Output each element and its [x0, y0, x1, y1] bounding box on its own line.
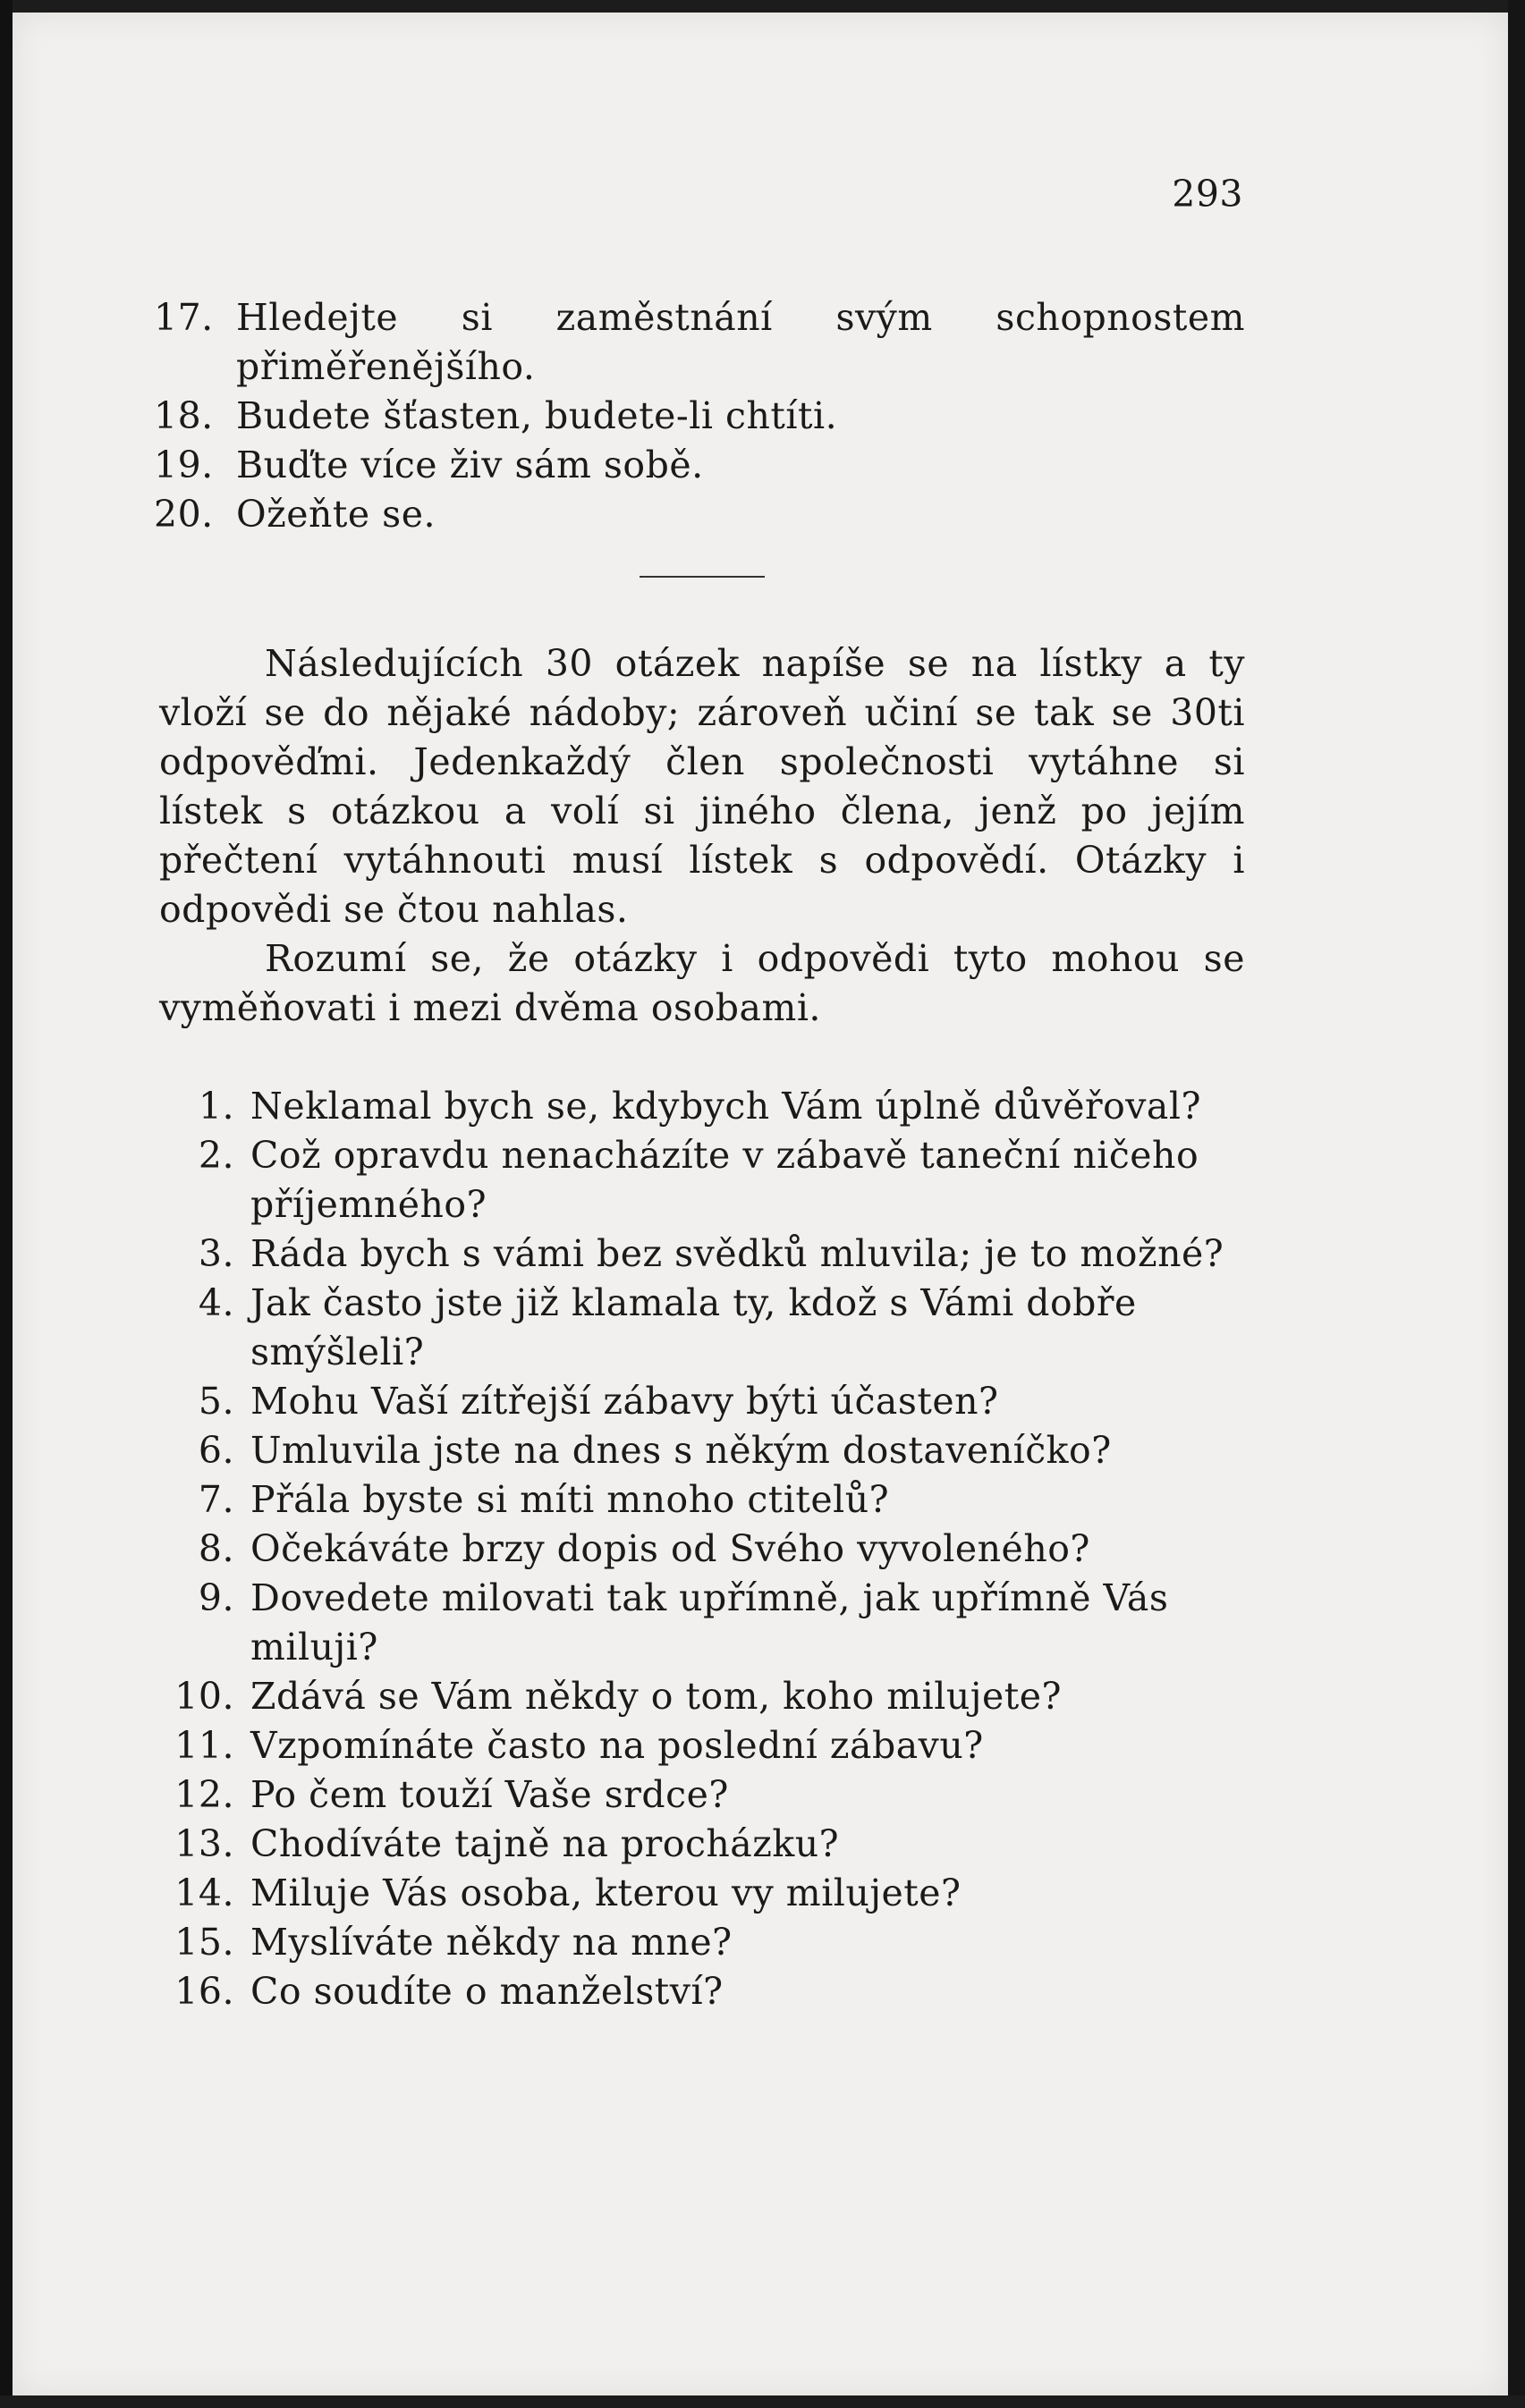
question-text: Což opravdu nenacházíte v zábavě taneční ničeho příjemného? — [250, 1134, 1199, 1226]
question-item — [159, 1967, 1247, 2016]
question-text: Dovedete milovati tak upřímně, jak upřímně Vás miluji? — [250, 1576, 1169, 1669]
scan-border-left — [0, 0, 13, 2408]
question-text: Zdává se Vám někdy o tom, koho milujete? — [250, 1675, 1062, 1718]
question-item — [159, 1229, 1247, 1279]
question-number: 13. — [174, 1822, 234, 1865]
question-number: 11. — [174, 1724, 234, 1767]
question-text: Myslíváte někdy na mne? — [250, 1921, 733, 1964]
question-number: 15. — [174, 1921, 234, 1964]
question-item — [159, 1525, 1247, 1574]
question-text: Jak často jste již klamala ty, kdož s Vámi dobře smýšleli? — [250, 1281, 1137, 1373]
question-item — [159, 1131, 1247, 1229]
scan-border-right — [1508, 0, 1525, 2408]
question-item — [159, 1279, 1247, 1377]
question-text: Očekáváte brzy dopis od Svého vyvoleného? — [250, 1527, 1090, 1570]
question-number: 16. — [174, 1970, 234, 2013]
question-item — [159, 1918, 1247, 1967]
item-number: 18. — [154, 394, 214, 437]
question-text: Miluje Vás osoba, kterou vy milujete? — [250, 1871, 962, 1914]
item-text: Ožeňte se. — [236, 493, 436, 536]
advice-list — [154, 293, 1245, 539]
question-text: Mohu Vaší zítřejší zábavy býti účasten? — [250, 1380, 999, 1423]
section-divider — [640, 576, 765, 578]
item-text: Budete šťasten, budete-li chtíti. — [236, 394, 838, 437]
question-number: 3. — [198, 1232, 234, 1275]
instructions-paragraph: Následujících 30 otázek napíše se na lístky a ty vloží se do nějaké nádoby; zároveň učiní se tak se 30ti odpověďmi. Jedenkaždý člen společnosti vytáhne si lístek s otázkou a volí si jiného člena, jenž po jejím přečtení vytáhnouti musí lístek s odpovědí. Otázky i odpovědi se čtou nahlas. — [159, 642, 1245, 931]
instructions-paragraph: Rozumí se, že otázky i odpovědi tyto mohou se vyměňovati i mezi dvěma osobami. — [159, 937, 1245, 1029]
question-number: 5. — [198, 1380, 234, 1423]
question-item — [159, 1475, 1247, 1525]
page-number: 293 — [1172, 173, 1243, 215]
question-number: 1. — [198, 1085, 234, 1128]
scan-border-bottom — [0, 2395, 1525, 2408]
question-text: Vzpomínáte často na poslední zábavu? — [250, 1724, 984, 1767]
question-item — [159, 1869, 1247, 1918]
question-item — [159, 1721, 1247, 1770]
question-number: 7. — [198, 1478, 234, 1521]
question-text: Umluvila jste na dnes s někým dostaveníčko? — [250, 1429, 1112, 1472]
question-number: 6. — [198, 1429, 234, 1472]
item-number: 17. — [154, 296, 214, 339]
question-item — [159, 1377, 1247, 1426]
question-number: 2. — [198, 1134, 234, 1177]
question-number: 9. — [198, 1576, 234, 1619]
question-item — [159, 1770, 1247, 1820]
item-text: Buďte více živ sám sobě. — [236, 444, 704, 486]
question-item — [159, 1574, 1247, 1672]
question-text: Co soudíte o manželství? — [250, 1970, 724, 2013]
question-text: Přála byste si míti mnoho ctitelů? — [250, 1478, 890, 1521]
question-text: Chodíváte tajně na procházku? — [250, 1822, 840, 1865]
question-number: 12. — [174, 1773, 234, 1816]
question-text: Ráda bych s vámi bez svědků mluvila; je to možné? — [250, 1232, 1224, 1275]
list-item — [154, 490, 1245, 539]
question-item — [159, 1082, 1247, 1131]
item-text: Hledejte si zaměstnání svým schopnostem přiměřenějšího. — [236, 296, 1245, 388]
question-item — [159, 1426, 1247, 1475]
question-number: 10. — [174, 1675, 234, 1718]
list-item — [154, 392, 1245, 441]
question-number: 14. — [174, 1871, 234, 1914]
question-text: Po čem touží Vaše srdce? — [250, 1773, 729, 1816]
scan-border-top — [0, 0, 1525, 13]
item-number: 19. — [154, 444, 214, 486]
question-text: Neklamal bych se, kdybych Vám úplně důvěřoval? — [250, 1085, 1201, 1128]
question-item — [159, 1672, 1247, 1721]
item-number: 20. — [154, 493, 214, 536]
question-number: 4. — [198, 1281, 234, 1324]
question-item — [159, 1820, 1247, 1869]
questions-list — [159, 1082, 1247, 2016]
list-item — [154, 293, 1245, 392]
list-item — [154, 441, 1245, 490]
instructions — [159, 639, 1245, 1033]
question-number: 8. — [198, 1527, 234, 1570]
